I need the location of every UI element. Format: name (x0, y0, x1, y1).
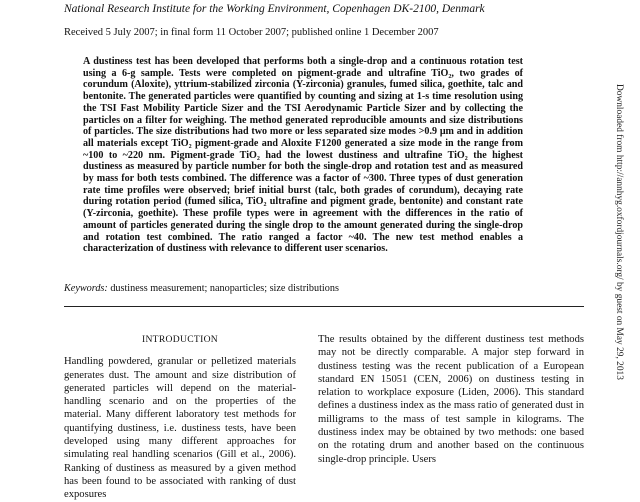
download-watermark-text: Downloaded from http://annhyg.oxfordjournals.org/ by guest on May 29, 2013 (614, 84, 624, 380)
body-column-left (64, 333, 296, 502)
section-divider (64, 306, 584, 307)
intro-paragraph-left: Handling powdered, granular or pelletized materials generates dust. The amount and size distribution of generated particles will depend on the material-handling scenario and on the properties of the material. Many different laboratory test methods for quantifying dustiness, i.e. dustiness tests, have been developed using many different approaches for simulating real handling scenarios (Gill et al., 2006). Ranking of dustiness as measured by a given method has been found to be associated with ranking of dust exposures (64, 356, 296, 501)
keywords-label: Keywords: (64, 283, 108, 294)
abstract (83, 56, 523, 255)
section-heading-introduction: INTRODUCTION (141, 334, 219, 345)
keywords-text: dustiness measurement; nanoparticles; size distributions (107, 283, 339, 294)
author-affiliation: National Research Institute for the Working Environment, Copenhagen DK-2100, Denmark (64, 3, 485, 15)
received-dates: Received 5 July 2007; in final form 11 October 2007; published online 1 December 2007 (64, 27, 439, 38)
download-watermark (612, 84, 626, 384)
body-column-right (318, 333, 584, 466)
abstract-text: A dustiness test has been developed that performs both a single-drop and a continuous rotation test using a 6-g sample. Tests were completed on pigment-grade and ultrafine TiO₂, two grades of corundum (Aloxite), yttrium-stabilized zirconia (Y-zirconia) granules, fumed silica, goethite, talc and bentonite. The generated particles were quantified by counting and sizing at 1-s time resolution using the TSI Fast Mobility Particle Sizer and the TSI Aerodynamic Particle Sizer and by collecting the particles on a filter for weighing. The method generated reproducible amounts and size distributions of particles. The size distributions had two more or less separated size modes >0.9 μm and in addition all materials except TiO₂ pigment-grade and Aloxite F1200 generated a size mode in the range from ~100 to ~220 nm. Pigment-grade TiO₂ had the lowest dustiness and ultrafine TiO₂ the highest dustiness as measured by particle number for both the single-drop and rotation test and as measured by mass for both tests combined. The difference was a factor of ~300. Three types of dust generation rate time profiles were observed; brief initial burst (talc, both grades of corundum), decaying rate during rotation period (fumed silica, TiO₂ ultrafine and pigment grade, bentonite) and constant rate (Y-zirconia, goethite). These profile types were in agreement with the differences in the ratio of amount of particles generated during the single drop to the amount generated during the single-drop and rotation test combined. The ratio ranged a factor ~40. The new test method enables a characterization of dustiness with relevance to different user scenarios. (83, 56, 523, 255)
intro-paragraph-right: The results obtained by the different dustiness test methods may not be directly comparable. A major step forward in dustiness testing was the recent publication of a European standard EN 15051 (CEN, 2006) on dustiness testing in relation to workplace exposure (Liden, 2006). This standard defines a dustiness index as the mass ratio of generated dust in milligrams to the mass of test sample in kilograms. The dustiness index may be obtained by two methods: one based on the rotating drum and another based on the continuous single-drop principle. Users (318, 334, 584, 465)
keywords (64, 282, 534, 295)
